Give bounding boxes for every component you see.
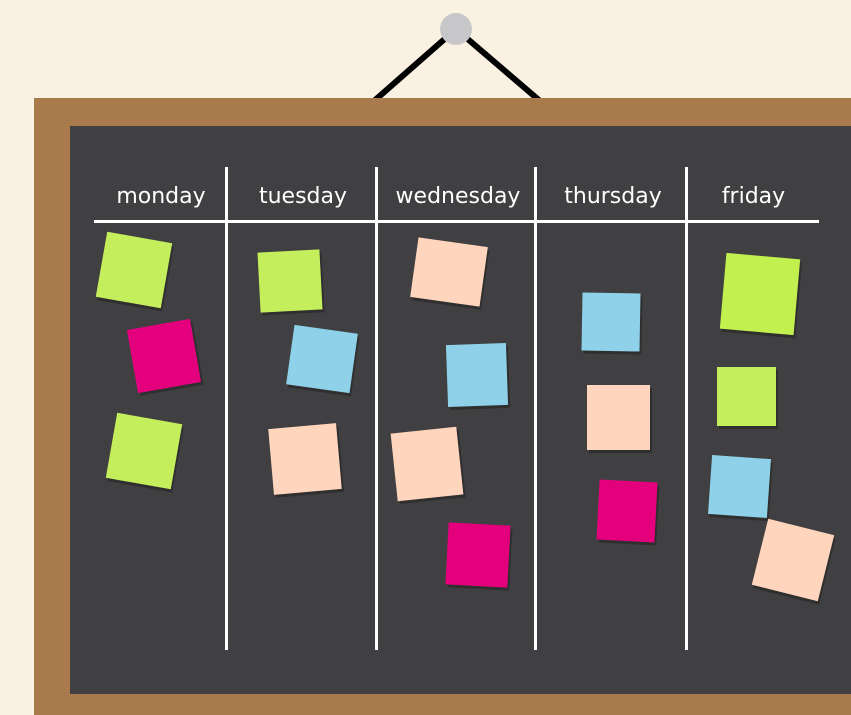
- day-label-tuesday: tuesday: [258, 184, 348, 209]
- sticky-note-green: [96, 232, 172, 308]
- sticky-note-pink: [596, 480, 657, 543]
- sticky-note-peach: [268, 423, 341, 495]
- column-divider: [375, 167, 378, 650]
- sticky-note-pink: [127, 319, 201, 393]
- day-label-wednesday: wednesday: [395, 184, 521, 209]
- sticky-note-green: [106, 413, 182, 489]
- nail-icon: [440, 13, 472, 45]
- column-divider: [225, 167, 228, 650]
- sticky-note-blue: [446, 343, 508, 407]
- sticky-note-blue: [286, 325, 358, 393]
- hanging-cord: [0, 0, 851, 110]
- column-divider: [534, 167, 537, 650]
- sticky-note-green: [720, 253, 800, 335]
- column-divider: [685, 167, 688, 650]
- sticky-note-pink: [445, 522, 510, 587]
- day-label-thursday: thursday: [564, 184, 662, 209]
- sticky-note-blue: [581, 292, 640, 351]
- sticky-note-green: [717, 367, 776, 426]
- day-label-monday: monday: [116, 184, 206, 209]
- header-underline: [94, 220, 819, 223]
- sticky-note-peach: [587, 385, 650, 450]
- sticky-note-blue: [708, 455, 771, 518]
- sticky-note-peach: [410, 237, 488, 306]
- sticky-note-peach: [391, 427, 464, 502]
- day-label-friday: friday: [721, 184, 786, 209]
- sticky-note-green: [257, 249, 322, 312]
